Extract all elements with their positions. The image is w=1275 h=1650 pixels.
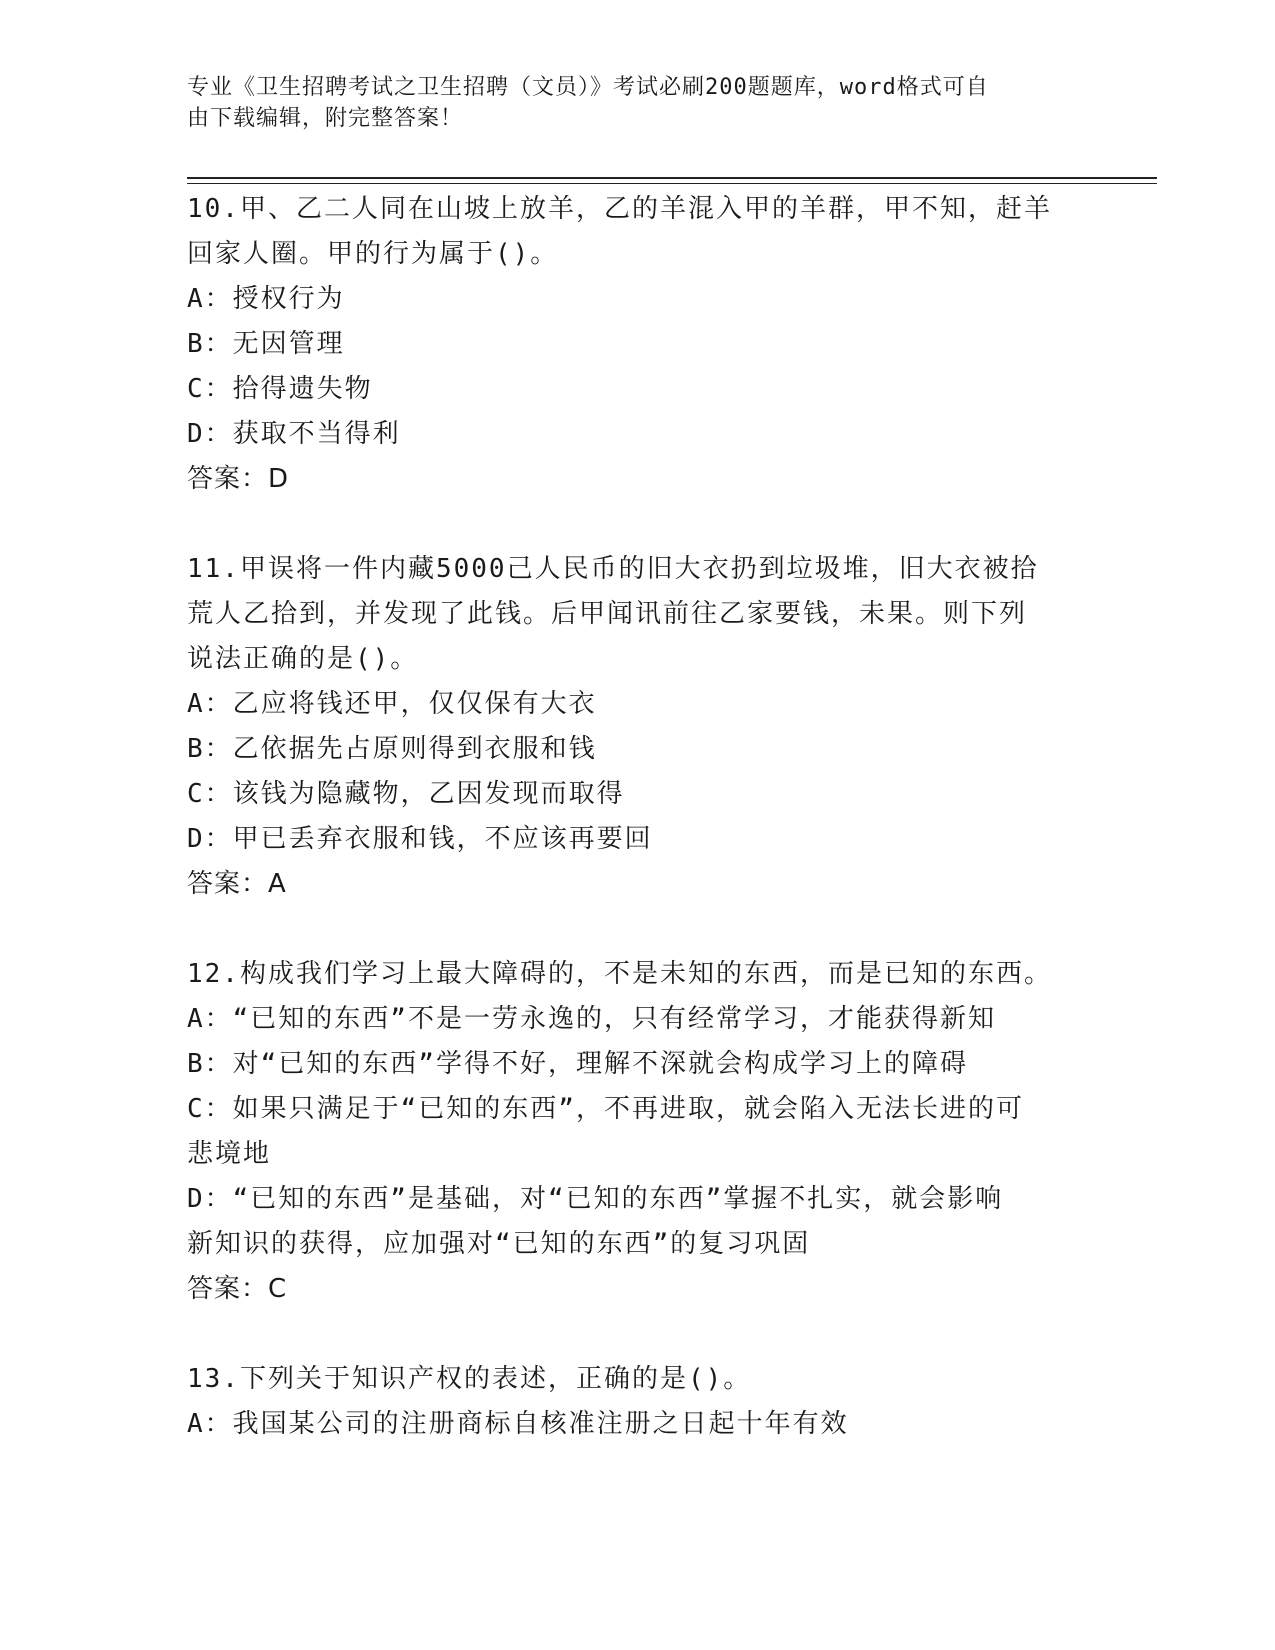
option-d: D：甲已丢弃衣服和钱，不应该再要回	[187, 824, 653, 854]
document-header	[187, 72, 1067, 134]
answer-label: 答案：D	[187, 464, 290, 494]
question-stem-line: 12.构成我们学习上最大障碍的，不是未知的东西，而是已知的东西。	[187, 959, 1052, 989]
question-stem-line: 回家人圈。甲的行为属于()。	[187, 239, 559, 269]
answer-label: 答案：A	[187, 869, 287, 899]
question-13	[187, 1357, 1087, 1447]
question-stem-line: 10.甲、乙二人同在山坡上放羊，乙的羊混入甲的羊群，甲不知，赶羊	[187, 194, 1052, 224]
option-a: A：授权行为	[187, 284, 345, 314]
option-d: D：“已知的东西”是基础，对“已知的东西”掌握不扎实，就会影响	[187, 1184, 1004, 1214]
header-line-2: 由下载编辑，附完整答案！	[187, 106, 464, 131]
option-b: B：对“已知的东西”学得不好，理解不深就会构成学习上的障碍	[187, 1049, 968, 1079]
question-stem	[187, 547, 1087, 682]
option-a: A：乙应将钱还甲，仅仅保有大衣	[187, 689, 597, 719]
answer-label: 答案：C	[187, 1274, 288, 1304]
header-divider-thick	[187, 177, 1157, 179]
option-d: D：获取不当得利	[187, 419, 401, 449]
option-c-continued: 悲境地	[187, 1139, 272, 1169]
option-b: B：乙依据先占原则得到衣服和钱	[187, 734, 597, 764]
header-line-1: 专业《卫生招聘考试之卫生招聘（文员）》考试必刷200题题库，word格式可自	[187, 75, 989, 100]
question-stem-line: 荒人乙拾到，并发现了此钱。后甲闻讯前往乙家要钱，未果。则下列	[187, 599, 1028, 629]
question-stem-line: 13.下列关于知识产权的表述，正确的是()。	[187, 1364, 752, 1394]
option-c: C：该钱为隐藏物，乙因发现而取得	[187, 779, 625, 809]
header-divider-thin	[187, 183, 1157, 184]
question-spacer	[187, 907, 1087, 952]
option-a: A：“已知的东西”不是一劳永逸的，只有经常学习，才能获得新知	[187, 1004, 996, 1034]
option-b: B：无因管理	[187, 329, 345, 359]
option-d-continued: 新知识的获得，应加强对“已知的东西”的复习巩固	[187, 1229, 811, 1259]
question-10	[187, 187, 1087, 547]
question-spacer	[187, 1312, 1087, 1357]
question-stem	[187, 952, 1087, 997]
question-stem-line: 11.甲误将一件内藏5000己人民币的旧大衣扔到垃圾堆，旧大衣被拾	[187, 554, 1039, 584]
question-11	[187, 547, 1087, 952]
question-spacer	[187, 502, 1087, 547]
question-stem	[187, 1357, 1087, 1402]
option-a: A：我国某公司的注册商标自核准注册之日起十年有效	[187, 1409, 849, 1439]
option-c: C：如果只满足于“已知的东西”，不再进取，就会陷入无法长进的可	[187, 1094, 1024, 1124]
question-list	[187, 187, 1087, 1447]
question-stem-line: 说法正确的是()。	[187, 644, 419, 674]
question-12	[187, 952, 1087, 1357]
question-stem	[187, 187, 1087, 277]
option-c: C：拾得遗失物	[187, 374, 373, 404]
